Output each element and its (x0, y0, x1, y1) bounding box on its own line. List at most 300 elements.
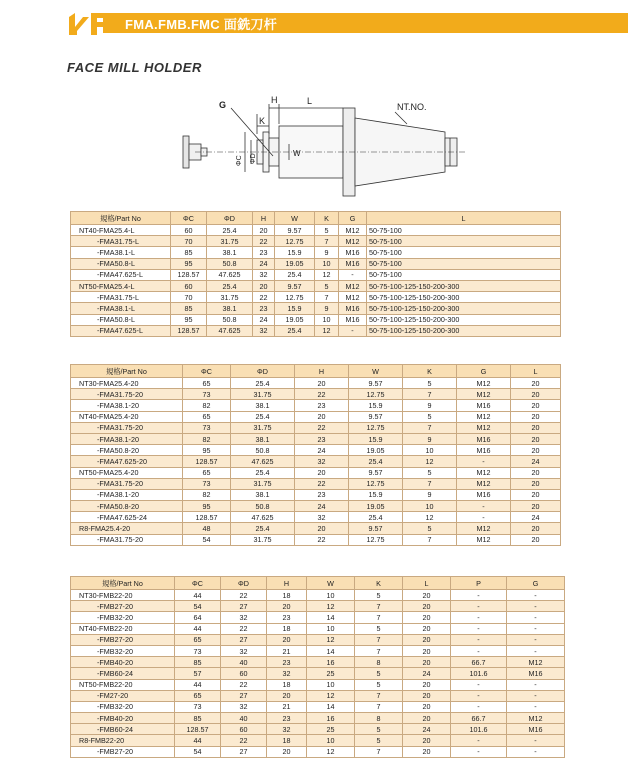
table-cell: 7 (355, 701, 403, 712)
table-cell: 95 (183, 445, 231, 456)
table-cell: 5 (355, 623, 403, 634)
table-cell: 19.05 (275, 314, 315, 325)
table-row (71, 601, 565, 612)
table-header-row (71, 577, 565, 590)
table-cell: 10 (315, 258, 339, 269)
table-cell: 22 (221, 590, 267, 601)
table-cell: 44 (175, 735, 221, 746)
table-cell: M12 (507, 713, 565, 724)
table-row (71, 378, 561, 389)
table-cell: 7 (355, 612, 403, 623)
table-row (71, 623, 565, 634)
column-header: ΦD (221, 577, 267, 590)
table-cell: 20 (295, 411, 349, 422)
table-cell: 25.4 (349, 512, 403, 523)
label-g: G (219, 100, 227, 110)
table-cell: 85 (175, 657, 221, 668)
table-row (71, 523, 561, 534)
table-cell: 66.7 (451, 657, 507, 668)
table-cell: 12 (315, 325, 339, 336)
table-cell: 7 (355, 634, 403, 645)
table-cell: - (507, 690, 565, 701)
table-cell: 23 (267, 612, 307, 623)
table-cell: 23 (253, 303, 275, 314)
table-cell: M16 (339, 303, 367, 314)
table-cell: 47.625 (231, 456, 295, 467)
column-header: L (367, 212, 561, 225)
part-number-cell: -FMA31.75-20 (71, 534, 183, 545)
table-cell: 54 (183, 534, 231, 545)
table-cell: 32 (295, 512, 349, 523)
table-cell: 54 (175, 746, 221, 757)
table-cell: 10 (307, 590, 355, 601)
table-cell: 22 (253, 236, 275, 247)
part-number-cell: -FMA47.625-L (71, 269, 171, 280)
table-cell: 15.9 (349, 400, 403, 411)
label-phi-c: ΦC (236, 155, 243, 166)
spec-table-fmb (70, 576, 565, 758)
table-cell: 20 (403, 601, 451, 612)
part-number-cell: -FMA50.8-L (71, 258, 171, 269)
table-cell: 25.4 (275, 269, 315, 280)
table-cell: 20 (403, 690, 451, 701)
table-row (71, 433, 561, 444)
table-cell: 101.6 (451, 668, 507, 679)
table-cell: - (451, 701, 507, 712)
table-cell: 50-75-100-125-150-200-300 (367, 314, 561, 325)
table-cell: 12.75 (349, 478, 403, 489)
table-cell: 65 (183, 411, 231, 422)
table-cell: 15.9 (275, 303, 315, 314)
table-cell: 22 (221, 735, 267, 746)
table-row (71, 590, 565, 601)
table-cell: - (507, 735, 565, 746)
table-cell: 50-75-100 (367, 269, 561, 280)
part-number-cell: -FMB32-20 (71, 701, 175, 712)
table-cell: 5 (315, 280, 339, 291)
column-header: G (457, 365, 511, 378)
table-cell: 60 (221, 724, 267, 735)
table-cell: 15.9 (275, 247, 315, 258)
table-cell: 5 (403, 378, 457, 389)
table-cell: 19.05 (349, 445, 403, 456)
table-cell: 9.57 (349, 467, 403, 478)
table-cell: 20 (403, 713, 451, 724)
table-row (71, 247, 561, 258)
table-cell: 22 (295, 389, 349, 400)
part-number-cell: NT30-FMB22-20 (71, 590, 175, 601)
part-number-cell: NT50-FMB22-20 (71, 679, 175, 690)
table-row (71, 325, 561, 336)
table-cell: 20 (511, 523, 561, 534)
table-header-row (71, 212, 561, 225)
table-cell: 128.57 (183, 456, 231, 467)
table-cell: 9.57 (349, 523, 403, 534)
table-cell: 7 (315, 236, 339, 247)
table-cell: 22 (295, 422, 349, 433)
table-cell: 27 (221, 601, 267, 612)
part-number-cell: -FMA50.8-20 (71, 445, 183, 456)
table-cell: - (507, 679, 565, 690)
table-cell: 20 (403, 612, 451, 623)
table-cell: - (457, 501, 511, 512)
table-cell: 20 (295, 378, 349, 389)
part-number-cell: -FMA31.75-L (71, 236, 171, 247)
column-header: 規格/Part No (71, 577, 175, 590)
table-row (71, 236, 561, 247)
table-cell: 128.57 (171, 269, 207, 280)
table-cell: 22 (221, 679, 267, 690)
table-cell: 38.1 (231, 433, 295, 444)
part-number-cell: -FM27-20 (71, 690, 175, 701)
table-row (71, 701, 565, 712)
table-cell: 7 (403, 422, 457, 433)
table-cell: 50-75-100-125-150-200-300 (367, 325, 561, 336)
table-row (71, 724, 565, 735)
table-row (71, 225, 561, 236)
table-cell: M16 (339, 258, 367, 269)
table-cell: M12 (457, 534, 511, 545)
table-cell: M12 (339, 225, 367, 236)
part-number-cell: -FMA31.75-20 (71, 422, 183, 433)
table-cell: 7 (355, 645, 403, 656)
table-cell: 9.57 (349, 411, 403, 422)
table-cell: - (457, 512, 511, 523)
table-cell: 9 (315, 247, 339, 258)
table-cell: M12 (457, 422, 511, 433)
table-cell: 50-75-100 (367, 247, 561, 258)
table-cell: 20 (403, 634, 451, 645)
part-number-cell: -FMA38.1-L (71, 247, 171, 258)
table-cell: 18 (267, 679, 307, 690)
table-cell: 24 (295, 445, 349, 456)
part-number-cell: -FMB40-20 (71, 657, 175, 668)
table-cell: 20 (403, 746, 451, 757)
table-row (71, 657, 565, 668)
table-cell: 32 (221, 645, 267, 656)
column-header: L (403, 577, 451, 590)
column-header: K (403, 365, 457, 378)
column-header: L (511, 365, 561, 378)
table-cell: 9 (403, 400, 457, 411)
table-cell: 25.4 (231, 411, 295, 422)
table-cell: 20 (511, 378, 561, 389)
table-cell: 7 (403, 478, 457, 489)
table-row (71, 478, 561, 489)
column-header: H (295, 365, 349, 378)
table-cell: M12 (457, 467, 511, 478)
table-cell: 20 (267, 690, 307, 701)
column-header: ΦD (231, 365, 295, 378)
table-cell: 22 (295, 478, 349, 489)
table-cell: 20 (511, 433, 561, 444)
table-cell: 20 (511, 389, 561, 400)
part-number-cell: -FMB40-20 (71, 713, 175, 724)
table-row (71, 735, 565, 746)
table-cell: 54 (175, 601, 221, 612)
part-number-cell: -FMA38.1-L (71, 303, 171, 314)
column-header: W (349, 365, 403, 378)
table-cell: 7 (355, 601, 403, 612)
table-cell: 10 (315, 314, 339, 325)
part-number-cell: -FMB32-20 (71, 612, 175, 623)
table-cell: 38.1 (231, 400, 295, 411)
table-cell: 20 (253, 225, 275, 236)
table-cell: 25.4 (275, 325, 315, 336)
part-number-cell: -FMA31.75-20 (71, 478, 183, 489)
table-cell: M16 (507, 724, 565, 735)
table-row (71, 501, 561, 512)
table-cell: 32 (221, 612, 267, 623)
table-cell: 10 (307, 735, 355, 746)
table-cell: 32 (267, 668, 307, 679)
label-phi-d: ΦD (250, 153, 257, 164)
table-cell: 38.1 (207, 247, 253, 258)
column-header: G (339, 212, 367, 225)
table-cell: - (451, 735, 507, 746)
table-cell: - (507, 746, 565, 757)
table-cell: 82 (183, 433, 231, 444)
table-cell: 25.4 (231, 523, 295, 534)
table-cell: 44 (175, 679, 221, 690)
part-number-cell: NT50-FMA25.4-L (71, 280, 171, 291)
table-cell: M12 (457, 378, 511, 389)
table-row (71, 512, 561, 523)
table-cell: 7 (403, 389, 457, 400)
table-cell: 25.4 (349, 456, 403, 467)
part-number-cell: -FMA38.1-20 (71, 489, 183, 500)
table-cell: 50.8 (231, 445, 295, 456)
table-cell: 20 (511, 411, 561, 422)
table-cell: - (507, 612, 565, 623)
table-cell: 7 (403, 534, 457, 545)
table-row (71, 612, 565, 623)
table-row (71, 292, 561, 303)
label-nt-no: NT.NO. (397, 102, 427, 112)
table-cell: 5 (315, 225, 339, 236)
table-cell: 60 (171, 280, 207, 291)
table-cell: 12.75 (349, 422, 403, 433)
table-cell: 50-75-100 (367, 236, 561, 247)
table-cell: 15.9 (349, 489, 403, 500)
table-row (71, 422, 561, 433)
table-row (71, 258, 561, 269)
table-cell: M12 (457, 523, 511, 534)
table-cell: 10 (403, 445, 457, 456)
table-row (71, 645, 565, 656)
table-cell: M16 (339, 314, 367, 325)
table-cell: 25.4 (231, 378, 295, 389)
table-cell: M12 (339, 292, 367, 303)
table-cell: 47.625 (231, 512, 295, 523)
table-cell: 9 (403, 433, 457, 444)
table-cell: - (451, 590, 507, 601)
part-number-cell: -FMA31.75-L (71, 292, 171, 303)
table-cell: M12 (507, 657, 565, 668)
table-cell: 7 (355, 690, 403, 701)
table-cell: - (507, 701, 565, 712)
table-cell: 44 (175, 590, 221, 601)
table-cell: - (339, 325, 367, 336)
table-cell: 16 (307, 713, 355, 724)
table-cell: 128.57 (171, 325, 207, 336)
table-cell: 20 (403, 657, 451, 668)
table-cell: 31.75 (231, 478, 295, 489)
column-header: ΦC (183, 365, 231, 378)
table-cell: 18 (267, 590, 307, 601)
table-cell: 14 (307, 645, 355, 656)
table-cell: M16 (457, 433, 511, 444)
table-cell: 20 (403, 645, 451, 656)
table-row (71, 389, 561, 400)
table-cell: - (451, 612, 507, 623)
table-cell: 73 (183, 478, 231, 489)
table-cell: - (451, 690, 507, 701)
table-cell: 19.05 (275, 258, 315, 269)
table-cell: 44 (175, 623, 221, 634)
table-cell: 20 (511, 489, 561, 500)
part-number-cell: -FMA38.1-20 (71, 400, 183, 411)
table-cell: 25 (307, 668, 355, 679)
column-header: 規格/Part No (71, 365, 183, 378)
table-row (71, 280, 561, 291)
table-cell: 20 (403, 735, 451, 746)
table-cell: M16 (339, 247, 367, 258)
table-row (71, 713, 565, 724)
table-row (71, 269, 561, 280)
table-header-row (71, 365, 561, 378)
label-l: L (307, 96, 313, 106)
table-cell: 66.7 (451, 713, 507, 724)
table-cell: 10 (307, 679, 355, 690)
table-cell: 32 (221, 701, 267, 712)
table-cell: 24 (295, 501, 349, 512)
table-cell: 12 (307, 690, 355, 701)
table-cell: 24 (511, 456, 561, 467)
table-cell: 50-75-100-125-150-200-300 (367, 292, 561, 303)
table-cell: 23 (295, 489, 349, 500)
table-cell: 9.57 (275, 280, 315, 291)
column-header: H (267, 577, 307, 590)
table-cell: 32 (267, 724, 307, 735)
table-cell: 14 (307, 612, 355, 623)
table-cell: 24 (403, 668, 451, 679)
table-cell: 10 (307, 623, 355, 634)
table-cell: 5 (355, 668, 403, 679)
table-cell: 73 (183, 422, 231, 433)
table-row (71, 456, 561, 467)
label-k: K (259, 116, 266, 126)
table-row (71, 314, 561, 325)
table-cell: 5 (355, 724, 403, 735)
table-cell: M12 (457, 478, 511, 489)
table-cell: M12 (457, 411, 511, 422)
table-cell: 50-75-100-125-150-200-300 (367, 303, 561, 314)
table-cell: - (507, 590, 565, 601)
table-cell: 23 (253, 247, 275, 258)
part-number-cell: R8-FMA25.4-20 (71, 523, 183, 534)
table-cell: 27 (221, 634, 267, 645)
column-header: K (355, 577, 403, 590)
part-number-cell: -FMA31.75-20 (71, 389, 183, 400)
table-cell: 85 (171, 303, 207, 314)
table-cell: 95 (171, 258, 207, 269)
table-cell: 20 (511, 422, 561, 433)
table-cell: 12 (403, 512, 457, 523)
part-number-cell: NT50-FMA25.4-20 (71, 467, 183, 478)
table-cell: 22 (253, 292, 275, 303)
table-cell: 9 (315, 303, 339, 314)
part-number-cell: -FMB60-24 (71, 668, 175, 679)
table-cell: 12 (307, 634, 355, 645)
table-cell: 60 (221, 668, 267, 679)
table-cell: 8 (355, 713, 403, 724)
table-cell: 12.75 (349, 534, 403, 545)
table-cell: 20 (267, 746, 307, 757)
table-cell: - (451, 746, 507, 757)
table-cell: - (507, 623, 565, 634)
column-header: K (315, 212, 339, 225)
table-cell: 31.75 (231, 422, 295, 433)
table-cell: 23 (295, 433, 349, 444)
table-cell: - (457, 456, 511, 467)
table-cell: 12 (403, 456, 457, 467)
table-cell: 38.1 (231, 489, 295, 500)
part-number-cell: NT40-FMB22-20 (71, 623, 175, 634)
table-cell: 32 (253, 325, 275, 336)
part-number-cell: -FMB27-20 (71, 746, 175, 757)
table-cell: 18 (267, 623, 307, 634)
part-number-cell: -FMA47.625-20 (71, 456, 183, 467)
table-cell: 20 (403, 623, 451, 634)
table-cell: 18 (267, 735, 307, 746)
table-cell: 20 (267, 601, 307, 612)
label-w: W (293, 149, 301, 158)
table-cell: 27 (221, 746, 267, 757)
table-cell: - (451, 645, 507, 656)
section-subtitle: FACE MILL HOLDER (67, 60, 202, 75)
table-cell: 25 (307, 724, 355, 735)
table-cell: 15.9 (349, 433, 403, 444)
part-number-cell: -FMA38.1-20 (71, 433, 183, 444)
holder-drawing (175, 94, 475, 204)
table-cell: 9.57 (349, 378, 403, 389)
table-row (71, 679, 565, 690)
table-cell: 40 (221, 657, 267, 668)
column-header: H (253, 212, 275, 225)
table-cell: 38.1 (207, 303, 253, 314)
table-cell: M16 (507, 668, 565, 679)
table-row (71, 746, 565, 757)
table-cell: 50.8 (231, 501, 295, 512)
table-cell: 27 (221, 690, 267, 701)
table-cell: 73 (175, 701, 221, 712)
table-cell: 12 (307, 601, 355, 612)
table-cell: 57 (175, 668, 221, 679)
part-number-cell: -FMB32-20 (71, 645, 175, 656)
column-header: P (451, 577, 507, 590)
table-cell: - (507, 645, 565, 656)
table-cell: 9 (403, 489, 457, 500)
part-number-cell: NT30-FMA25.4-20 (71, 378, 183, 389)
spec-table-fma-20 (70, 364, 561, 546)
table-cell: 12.75 (275, 292, 315, 303)
table-cell: 7 (355, 746, 403, 757)
table-cell: 101.6 (451, 724, 507, 735)
table-cell: - (451, 679, 507, 690)
table-cell: M12 (457, 389, 511, 400)
table-cell: 5 (355, 735, 403, 746)
